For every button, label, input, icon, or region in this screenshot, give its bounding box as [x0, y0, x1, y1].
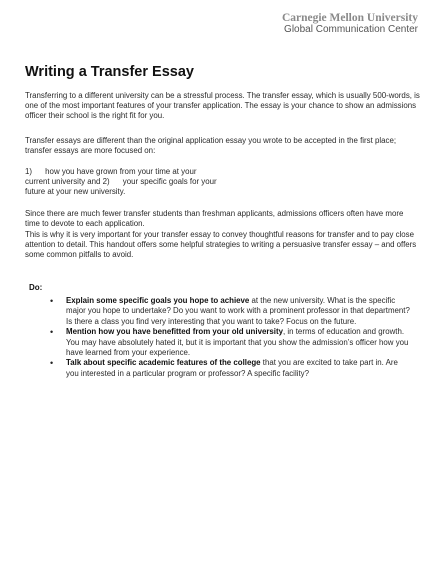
numbered-list-line: current university and 2) your specific goals for your [25, 177, 217, 187]
list-item-bold: Talk about specific academic features of the college [66, 358, 261, 368]
list-item-bold: Mention how you have benefitted from your old university [66, 327, 284, 337]
university-name: Carnegie Mellon University [281, 12, 418, 24]
numbered-list [25, 167, 217, 198]
do-list [50, 296, 410, 379]
list-item-text: at the new university. What is the specific major you hope to undertake? Do you want to work with a prominent professor in that department? Is there a class you find very interesting that you want to take? Focus on the future. [66, 296, 410, 326]
competition-paragraph: Since there are much fewer transfer students than freshman applicants, admissions officers often have more time to devote to each application. [25, 209, 404, 229]
header [282, 12, 418, 36]
list-item-text: that you are excited to take part in. Are you interested in a particular program or professor? A specific facility? [66, 358, 398, 378]
list-item [50, 358, 410, 379]
list-item-text: , in terms of education and growth. You may have absolutely hated it, but it is important that you show the admission’s officer how you have learned from your experience. [66, 327, 409, 358]
list-item [50, 327, 410, 358]
numbered-list-line: future at your new university. [25, 187, 126, 197]
intro-paragraph: Transferring to a different university can be a stressful process. The transfer essay, which is usually 500-words, is one of the most important features of your transfer application. The essay is your chance to show an admissions officer their school is the right fit for you. [25, 91, 420, 121]
center-name: Global Communication Center [284, 24, 418, 35]
focus-paragraph: Transfer essays are different than the original application essay you wrote to be accepted in the first place; transfer essays are more focused on: [25, 136, 397, 156]
numbered-list-line: 1) how you have grown from your time at your [25, 167, 197, 176]
do-heading: Do: [29, 283, 43, 292]
list-item-bold: Explain some specific goals you hope to achieve [66, 296, 250, 305]
page-title: Writing a Transfer Essay [25, 64, 194, 80]
list-item [50, 296, 410, 327]
strategy-paragraph: This is why it is very important for your transfer essay to convey thoughtful reasons for transfer and to pay close attention to detail. This handout offers some helpful strategies to writing a persuasive transfer essay – and offers some common pitfalls to avoid. [25, 230, 417, 260]
